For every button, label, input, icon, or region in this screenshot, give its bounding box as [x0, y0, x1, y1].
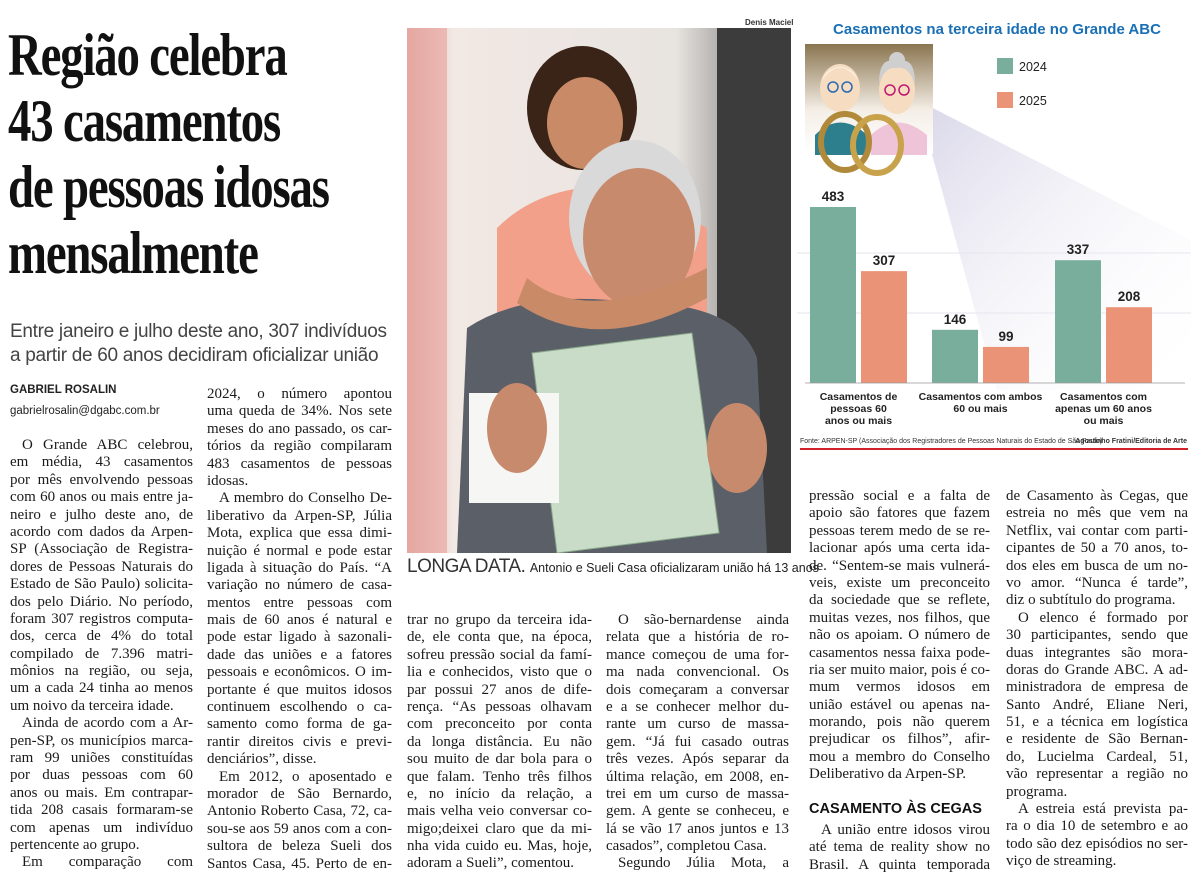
headline	[8, 22, 414, 286]
photo-caption	[407, 556, 819, 578]
text-line: de. “Sentem-se mais vulnerá-	[809, 557, 990, 574]
article-column-3	[407, 612, 592, 873]
text-line: A membro do Conselho De-	[219, 490, 392, 507]
text-line: sou-se aos 59 anos com a con-	[207, 820, 392, 837]
text-line: até tema de reality show no	[809, 839, 990, 856]
text-line: pessoas terem medo de se re-	[809, 522, 990, 539]
bar-2024-0	[810, 207, 856, 383]
text-line: de Casamento às Cegas, que	[1006, 488, 1188, 504]
text-line: sou muito de dar bola para o	[407, 751, 592, 768]
text-line: da longa distância. Eu não	[407, 733, 592, 750]
author-email[interactable]: gabrielrosalin@dgabc.com.br	[10, 405, 160, 417]
text-line: samento como forma de ga-	[207, 716, 392, 733]
text-line: um a cada 24 tinha ao menos	[10, 680, 193, 697]
text-line: mance começou de uma for-	[606, 646, 789, 663]
text-line: união estável ou apenas na-	[809, 696, 990, 713]
text-line: estreia no mês que vem na	[1006, 505, 1188, 522]
legend-swatch-2025	[997, 92, 1013, 108]
bar-value-label: 337	[1066, 242, 1090, 258]
legend-swatch-2024	[997, 58, 1013, 74]
category-label: apenas um 60 anos	[1055, 403, 1152, 415]
text-line: ra o dia 10 de setembro e ao	[1006, 818, 1188, 835]
text-line: Ainda de acordo com a Ar-	[22, 715, 193, 732]
text-line: Em 2012, o aposentado e	[219, 768, 392, 785]
text-line: e a se conhecer melhor du-	[606, 698, 789, 715]
text-line: Deliberativo da Arpen-SP.	[809, 766, 967, 783]
headline-line: mensalmente	[8, 220, 258, 286]
caption-lead: LONGA DATA.	[407, 556, 526, 577]
couple-photo	[407, 28, 791, 553]
text-line: muitas vezes, nos filhos, que	[809, 609, 990, 626]
text-line: vo amor. “Nunca é tarde”,	[1006, 574, 1188, 591]
text-line: mônios na região, ou seja,	[10, 663, 193, 680]
text-line: do, Lucielma Cardeal, 51,	[1006, 748, 1188, 765]
category-label: anos ou mais	[824, 415, 893, 427]
text-line: casados”, completou Casa.	[606, 838, 767, 855]
photo-credit: Denis Maciel	[745, 18, 794, 27]
text-line: casamentos nessa faixa pode-	[809, 644, 990, 661]
text-line: nuição é normal e pode estar	[207, 542, 392, 559]
text-line: duas integrantes são mora-	[1006, 644, 1188, 661]
text-line: acordo com dados da Arpen-	[10, 523, 193, 540]
text-line: O elenco é formado por	[1018, 609, 1188, 626]
text-line: tida 208 casais formaram-se	[10, 802, 193, 819]
bar-2025-1	[983, 347, 1029, 383]
text-line: ma nada convencional. Os	[606, 664, 789, 681]
text-line: vão representar a região no	[1006, 766, 1188, 783]
text-line: pen-SP, os municípios marca-	[10, 732, 193, 749]
article-column-2	[207, 386, 392, 873]
text-line: apoio são fatores que fazem	[809, 505, 990, 522]
text-line: Santo André, Eliane Neri,	[1006, 696, 1188, 713]
text-line: meses do ano passado, os car-	[207, 420, 392, 437]
text-line: em média, 43 casamentos	[10, 454, 193, 471]
text-line: par possui 27 anos de dife-	[407, 681, 592, 698]
category-label: Casamentos com ambos	[918, 391, 1043, 403]
section-heading: CASAMENTO ÀS CEGAS	[809, 801, 982, 817]
text-line: por duas pessoas com 60	[10, 767, 193, 784]
text-line: trei em um curso de massa-	[606, 785, 789, 802]
category-label: 60 ou mais	[953, 403, 1008, 415]
text-line: variação no número de casa-	[207, 577, 392, 594]
text-line: lacionar após uma certa ida-	[809, 540, 990, 557]
text-line: ria ser muito maior, pois é co-	[809, 661, 990, 678]
text-line: e, no início da relação, a	[407, 785, 592, 802]
category-labels	[820, 391, 1152, 427]
text-line: O Grande ABC celebrou,	[22, 437, 193, 453]
text-line: que falam. Tenho três filhos	[407, 768, 592, 785]
text-line: Segundo Júlia Mota, a	[618, 855, 789, 872]
article-column-6	[1006, 488, 1188, 871]
headline-line: 43 casamentos	[8, 88, 281, 154]
text-line: rantir direitos civis e previ-	[207, 733, 392, 750]
subhead-line: Entre janeiro e julho deste ano, 307 indivíduos	[10, 321, 387, 342]
category-label: Casamentos com	[1060, 391, 1147, 403]
text-line: de, ele conta que, na época,	[407, 629, 592, 646]
text-line: trar no grupo da terceira ida-	[407, 612, 592, 628]
text-line: Antonio Roberto Casa, 72, ca-	[207, 803, 392, 820]
text-line: A estreia está prevista pa-	[1018, 801, 1188, 818]
text-line: prejudicar os filhos”, afir-	[809, 731, 990, 748]
text-line: ligada à situação do País. “A	[207, 559, 392, 576]
bar-2025-2	[1106, 307, 1152, 383]
text-line: foram 307 registros computa-	[10, 610, 193, 627]
text-line: 2024, o número apontou	[207, 386, 392, 402]
text-line: pressão social e a falta de	[809, 488, 990, 504]
text-line: com apenas um indivíduo	[10, 819, 193, 836]
bar-2024-1	[932, 330, 978, 383]
text-line: tórios da região compilaram	[207, 438, 392, 455]
bar-2024-2	[1055, 260, 1101, 383]
text-line: portante é que muitos idosos	[207, 681, 392, 698]
text-line: O são-bernardense ainda	[618, 612, 789, 628]
bar-value-label: 483	[821, 189, 845, 204]
text-line: rença. “As pessoas olhavam	[407, 698, 592, 715]
text-line: adoram a Sueli”, comentou.	[407, 855, 575, 872]
subheadline	[10, 320, 410, 368]
article-column-5	[809, 488, 990, 784]
headline-line: Região celebra	[8, 22, 287, 88]
text-line: Estado de São Paulo) solicita-	[10, 576, 193, 593]
bar-value-label: 208	[1117, 289, 1141, 305]
text-line: dos eles em busca de um no-	[1006, 557, 1188, 574]
text-line: todo são dez episódios no ser-	[1006, 835, 1188, 852]
text-line: um noivo da terceira idade.	[10, 697, 174, 714]
bar-value-label: 307	[872, 253, 896, 269]
category-label: pessoas 60	[830, 403, 887, 415]
text-line: migo;deixei claro que da mi-	[407, 820, 592, 837]
text-line: morador de São Bernardo,	[207, 785, 392, 802]
text-line: A união entre idosos virou	[821, 822, 990, 838]
text-line: SP (Associação de Registra-	[10, 541, 193, 558]
text-line: não os apoiam. O número de	[809, 627, 990, 644]
text-line: 483 casamentos de pessoas	[207, 455, 392, 472]
text-line: denciários”, disse.	[207, 751, 317, 768]
text-line: ministradora de empresa de	[1006, 679, 1188, 696]
subhead-line: a partir de 60 anos decidiram oficializar união	[10, 345, 379, 366]
bar-value-label: 99	[998, 328, 1014, 344]
text-line: gem. “Já fui casado outras	[606, 733, 789, 750]
text-line: veis, existe um preconceito	[809, 574, 990, 591]
text-line: sultora de beleza Sueli dos	[207, 838, 392, 855]
text-line: viço de streaming.	[1006, 853, 1117, 870]
chart-source: Fonte: ARPEN-SP (Associação dos Registradores de Pessoas Naturais do Estado de São Paulo)	[800, 438, 1103, 445]
text-line: compilado de 7.396 matri-	[10, 645, 193, 662]
article-column-4	[606, 612, 789, 873]
text-line: dores de Pessoas Naturais do	[10, 558, 193, 575]
text-line: neiro e julho deste ano, de	[10, 506, 193, 523]
article-column-5-continued	[809, 822, 990, 874]
text-line: mou a membro do Conselho	[809, 748, 990, 765]
text-line: mais de 60 anos é natural e	[207, 612, 392, 629]
text-line: liberativo da Arpen-SP, Júlia	[207, 507, 392, 524]
text-line: cipantes de 50 a 70 anos, to-	[1006, 540, 1188, 557]
category-label: Casamentos de	[819, 391, 898, 403]
text-line: da sociedade que se reflete,	[809, 592, 990, 609]
category-label: ou mais	[1083, 415, 1124, 427]
text-line: 51, e a técnica em logística	[1006, 714, 1188, 731]
text-line: anos ou mais. Em contrapar-	[10, 784, 193, 801]
text-line: e residente de São Bernan-	[1006, 731, 1188, 748]
text-line: por mês envolvendo pessoas	[10, 471, 193, 488]
text-line: dade das uniões e a fatores	[207, 646, 392, 663]
chart-legend	[997, 58, 1047, 108]
text-line: doras do Grande ABC. A ad-	[1006, 661, 1188, 678]
text-line: última relação, em 2008, en-	[606, 768, 789, 785]
text-line: pertencente ao grupo.	[10, 836, 140, 853]
text-line: Netflix, vai contar com parti-	[1006, 522, 1188, 539]
text-line: relata que a história de ro-	[606, 629, 789, 646]
text-line: com preconceito por conta	[407, 716, 592, 733]
text-line: ram 99 uniões constituídas	[10, 750, 193, 767]
text-line: mais velha veio conversar co-	[407, 803, 592, 820]
text-line: dos pelo Diário. No período,	[10, 593, 193, 610]
headline-line: de pessoas idosas	[8, 154, 329, 220]
text-line: lá se vão 17 anos juntos e 13	[606, 820, 789, 837]
author-byline: GABRIEL ROSALIN	[10, 384, 117, 396]
text-line: três vezes. Após separar da	[606, 751, 789, 768]
marriages-bar-chart	[797, 10, 1191, 455]
text-line: pode estar ligado à sazonali-	[207, 629, 392, 646]
text-line: continuem escolhendo o ca-	[207, 699, 392, 716]
text-line: sofreu pressão social da famí-	[407, 646, 592, 663]
legend-label: 2025	[1019, 94, 1047, 108]
text-line: lia e conhecidos, visto que o	[407, 664, 592, 681]
text-line: diz o subtítulo do programa.	[1006, 592, 1176, 609]
text-line: morando, pois não querem	[809, 714, 990, 731]
article-column-1	[10, 437, 193, 872]
caption-text: Antonio e Sueli Casa oficializaram união há 13 anos	[529, 561, 819, 575]
elderly-couple-illustration	[805, 44, 933, 173]
text-line: uma queda de 34%. Nos sete	[207, 403, 392, 420]
text-line: Em comparação com	[22, 854, 193, 871]
bar-2025-0	[861, 271, 907, 383]
text-line: mentos entre pessoas com	[207, 594, 392, 611]
text-line: pessoais e econômicos. O im-	[207, 664, 392, 681]
text-line: mum vermos idosos em	[809, 679, 990, 696]
text-line: dos, cerca de 4% do total	[10, 628, 193, 645]
text-line: 30 participantes, sendo que	[1006, 627, 1188, 644]
text-line: nha vida cuido eu. Mas, hoje,	[407, 838, 592, 855]
text-line: gem. A gente se conheceu, e	[606, 803, 789, 820]
chart-title: Casamentos na terceira idade no Grande ABC	[833, 21, 1161, 38]
bar-value-label: 146	[943, 311, 967, 327]
chart-art-credit: Agostinho Fratini/Editoria de Arte	[1075, 438, 1187, 445]
text-line: Santos Casa, 45. Perto de en-	[207, 855, 392, 872]
text-line: dois começaram a conversar	[606, 681, 789, 698]
legend-label: 2024	[1019, 60, 1047, 74]
text-line: Brasil. A quinta temporada	[809, 856, 990, 873]
text-line: rante um curso de massa-	[606, 716, 789, 733]
text-line: idosas.	[207, 472, 249, 489]
text-line: programa.	[1006, 783, 1068, 800]
text-line: com 60 anos ou mais entre ja-	[10, 489, 193, 506]
text-line: Mota, explica que essa dimi-	[207, 525, 392, 542]
